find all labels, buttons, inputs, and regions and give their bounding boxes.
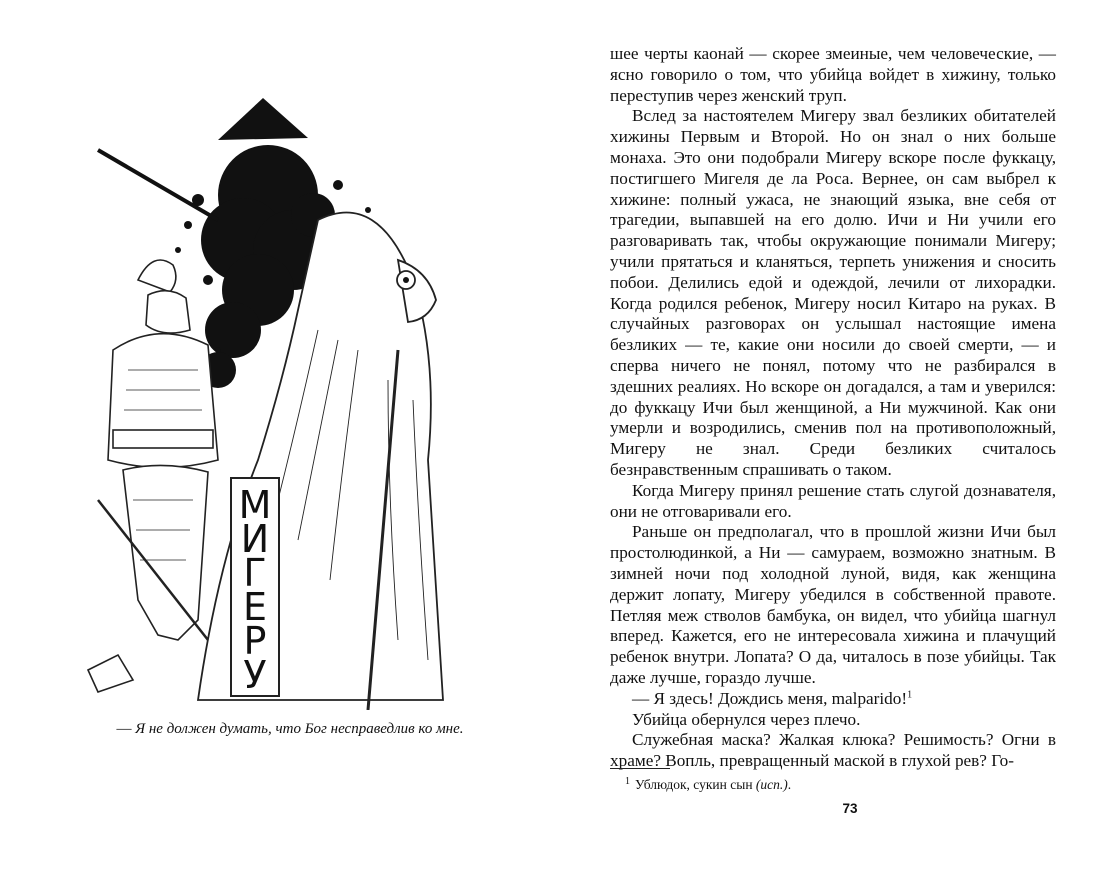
- footnote: [625, 776, 1045, 794]
- paragraph: Когда Мигеру принял решение стать слугой дознавателя, они не отговаривали его.: [610, 480, 1056, 521]
- name-banner: [231, 478, 279, 697]
- footnote-marker[interactable]: 1: [907, 688, 913, 700]
- caption-dash: —: [116, 721, 132, 737]
- right-page: [550, 0, 1100, 873]
- paragraph: Вслед за настоятелем Мигеру звал безликих обитателей хижины Первым и Второй. Но он знал о них больше монаха. Это они подобрали Мигеру вскоре после фуккацу, постигшего Мигеля де ла Роса. Вернее, он сам выбрел к хижине: полный ужаса, не знающий языка, вне себя от трагедии, выпавшей на его долю. Ичи и Ни учили его разговаривать так, чтобы окружающие понимали Мигеру; учили прятаться и кланяться, терпеть унижения и сносить побои. Делились едой и одеждой, лечили от лихорадки. Когда родился ребенок, Мигеру носил Китаро на руках. В случайных разговорах он услышал настоящие имена безликих — те, какие они носили до своей смерти, — и сперва ничего не понял, потому что не разбирался в здешних реалиях. Но вскоре он догадался, а там и уверился: до фуккацу Ичи был женщиной, а Ни мужчиной. Как они умерли и возродились, сменив пол на противоположный, Мигеру не знал. Среди безликих считалось безнравственным спрашивать о таком.: [610, 106, 1056, 479]
- paragraph: шее черты каонай — скорее змеиные, чем человеческие, — ясно говорило о том, что убийца войдет в хижину, только переступив через женский труп.: [610, 44, 1056, 105]
- footnote-number: 1: [625, 775, 630, 787]
- soldier-figure: [88, 260, 218, 692]
- paragraph: Убийца обернулся через плечо.: [632, 709, 861, 729]
- illustration-drawing: [68, 80, 468, 710]
- paragraph: Раньше он предполагал, что в прошлой жизни Ичи был простолюдинкой, а Ни — самураем, возможно знатным. В зимней ночи под холодной луной, видя, как женщина держит лопату, Мигеру убедился в собственной правоте. Петляя меж стволов бамбука, он видел, что убийца шагнул вперед. Кажется, его не интересовала хижина и плачущий ребенок внутри. Лопата? О да, читалось в позе убийцы. Так даже лучше, гораздо лучше.: [610, 522, 1056, 687]
- page-number: 73: [842, 801, 858, 816]
- banner-letter: Р: [243, 619, 267, 663]
- illustration: [68, 80, 468, 710]
- footnote-tail: .: [787, 777, 792, 792]
- banner-letter: Г: [243, 551, 267, 595]
- banner-letter: М: [238, 483, 272, 527]
- banner-letter: И: [240, 517, 270, 561]
- footnote-text: Ублюдок, сукин сын: [635, 777, 753, 792]
- body-text: [610, 44, 1056, 772]
- banner-letter: Е: [242, 585, 268, 629]
- paragraph: Служебная маска? Жалкая клюка? Решимость? Огни в храме? Вопль, превращенный маской в глухой рев? Го-: [610, 730, 1056, 771]
- dialogue-text: — Я здесь! Дождись меня, malparido!: [632, 688, 908, 708]
- banner-letter: У: [243, 653, 267, 697]
- caption-text: Я не должен думать, что Бог несправедлив ко мне.: [135, 721, 464, 737]
- footnote-divider: [610, 768, 670, 769]
- illustration-caption: [80, 719, 500, 739]
- footnote-language-tag: (исп.): [755, 777, 788, 792]
- paragraph-dialogue: [610, 689, 1056, 710]
